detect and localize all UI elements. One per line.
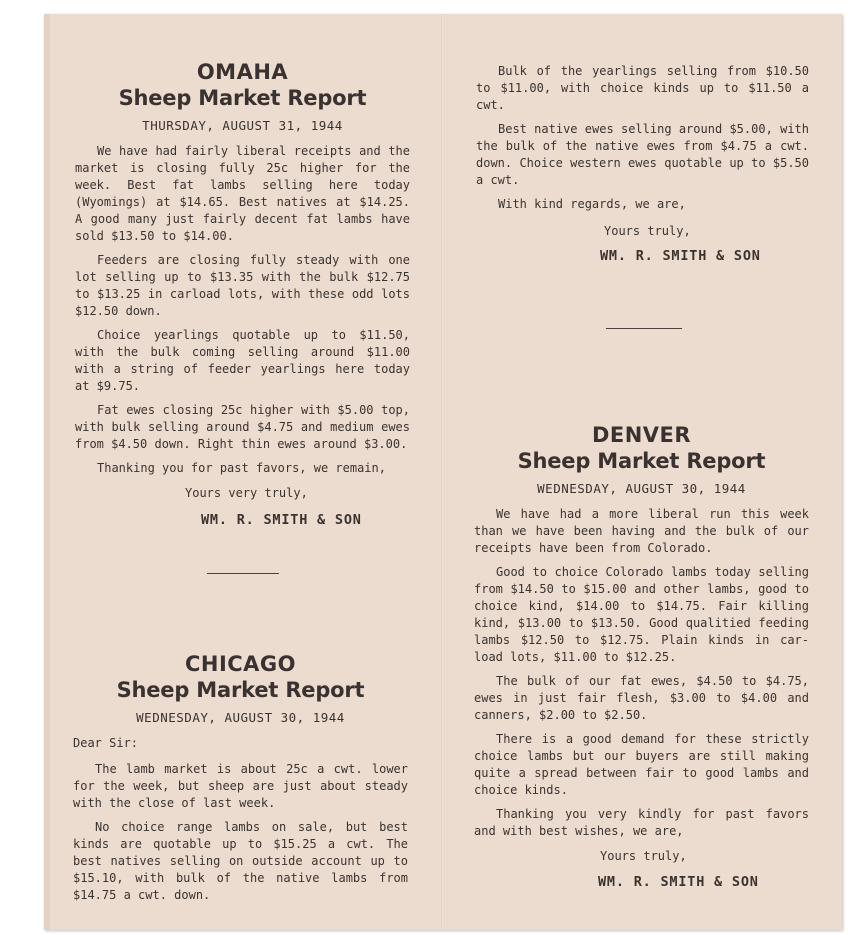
denver-report-title: Sheep Market Report — [517, 449, 766, 473]
omaha-paragraph: Choice yearlings quotable up to $11.50, with the bulk coming selling around $11.00 with a string of feeder yearlings here today at $9.75. — [75, 328, 410, 393]
omaha-paragraph: We have had fairly liberal receipts and the market is closing fully 25c higher for the week. Best fat lambs selling here today (Wyomings) at $14.65. Best natives at $14.25. A good many just fairly decent fat lambs have sold $13.50 to $14.00. — [75, 144, 410, 243]
omaha-valediction: Yours very truly, — [185, 486, 308, 500]
right-divider — [606, 328, 682, 329]
denver-report — [474, 423, 809, 890]
chicago-report-title: Sheep Market Report — [116, 678, 365, 702]
omaha-report — [75, 60, 410, 528]
chicago-thanks: With kind regards, we are, — [498, 197, 686, 211]
omaha-signature: WM. R. SMITH & SON — [201, 512, 362, 528]
left-divider — [207, 573, 279, 574]
denver-signature: WM. R. SMITH & SON — [598, 874, 759, 890]
chicago-date: WEDNESDAY, AUGUST 30, 1944 — [136, 710, 345, 725]
denver-paragraph: We have had a more liberal run this week than we have been having and the bulk of our receipts have been from Colorado. — [474, 507, 809, 555]
center-fold — [441, 14, 443, 930]
omaha-date: THURSDAY, AUGUST 31, 1944 — [142, 118, 343, 133]
chicago-salutation: Dear Sir: — [73, 736, 139, 750]
omaha-paragraph: Feeders are closing fully steady with one lot selling up to $13.35 with the bulk $12.75 to $13.25 in carload lots, with these odd lots $12.50 down. — [75, 253, 410, 318]
denver-paragraph: There is a good demand for these strictly choice lambs but our buyers are still making quite a spread between fair to good lambs and choice kinds. — [474, 732, 809, 797]
omaha-city-title: OMAHA — [196, 60, 289, 84]
chicago-cont-paragraph: Bulk of the yearlings selling from $10.50 to $11.00, with choice kinds up to $11.50 a cwt. — [476, 64, 809, 112]
chicago-report — [73, 652, 408, 911]
denver-valediction: Yours truly, — [600, 849, 687, 863]
omaha-paragraph: Fat ewes closing 25c higher with $5.00 top, with bulk selling around $4.75 and medium ewes from $4.50 down. Right thin ewes around $3.00. — [75, 403, 410, 451]
chicago-valediction: Yours truly, — [604, 224, 691, 238]
chicago-signature: WM. R. SMITH & SON — [600, 248, 761, 264]
denver-paragraph: Good to choice Colorado lambs today selling from $14.50 to $15.00 and other lambs, good to choice kind, $14.00 to $14.75. Fair killing kind, $13.00 to $13.50. Good qualitied feeding lambs $12.50 to $12.75. Plain kinds in car-load lots, $11.00 to $12.25. — [474, 565, 809, 664]
chicago-continued — [476, 63, 809, 264]
chicago-cont-paragraph: Best native ewes selling around $5.00, with the bulk of the native ewes from $4.75 a cwt. down. Choice western ewes quotable up to $5.50 a cwt. — [476, 122, 809, 187]
chicago-paragraph: No choice range lambs on sale, but best kinds are quotable up to $15.25 a cwt. The best natives selling on outside account up to $15.10, with bulk of the native lambs from $14.75 a cwt. down. — [73, 820, 408, 902]
chicago-paragraph: The lamb market is about 25c a cwt. lower for the week, but sheep are just about steady with the close of last week. — [73, 762, 408, 810]
denver-paragraph: The bulk of our fat ewes, $4.50 to $4.75, ewes in just fair flesh, $3.00 to $4.00 and canners, $2.00 to $2.50. — [474, 674, 809, 722]
chicago-city-title: CHICAGO — [184, 652, 297, 676]
denver-city-title: DENVER — [591, 423, 692, 447]
denver-date: WEDNESDAY, AUGUST 30, 1944 — [537, 481, 746, 496]
omaha-thanks: Thanking you for past favors, we remain, — [97, 461, 386, 475]
page-edge — [44, 14, 50, 930]
denver-paragraph: Thanking you very kindly for past favors and with best wishes, we are, — [474, 807, 809, 838]
omaha-report-title: Sheep Market Report — [118, 86, 367, 110]
